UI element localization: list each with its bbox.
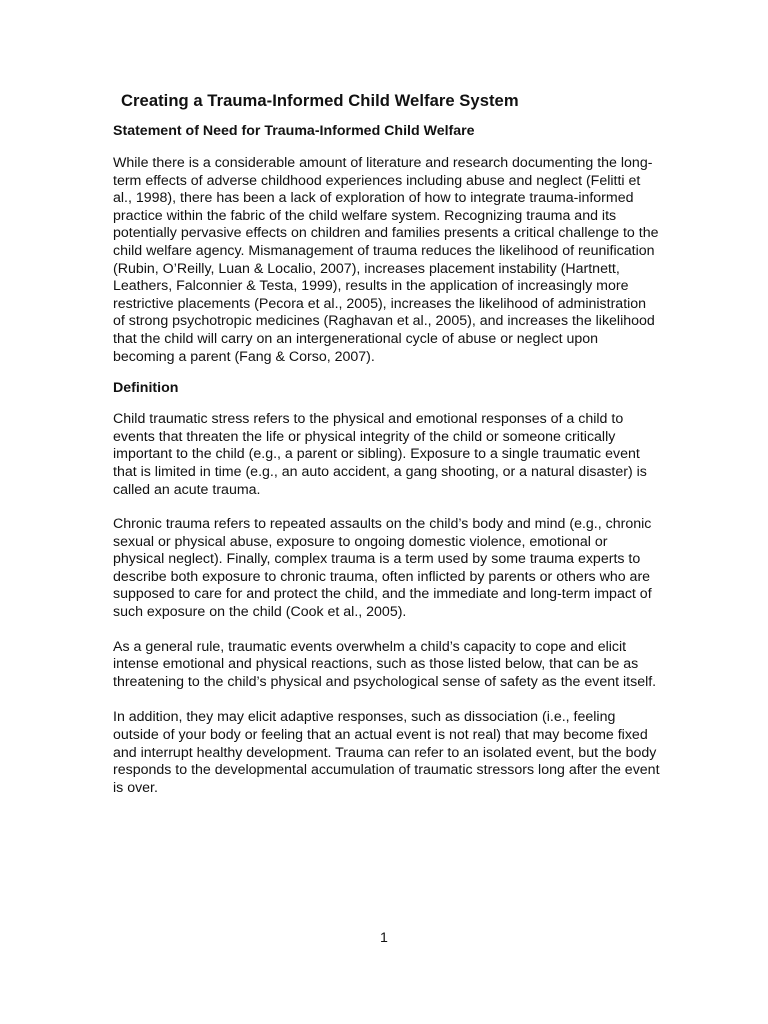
paragraph-child-traumatic-stress: Child traumatic stress refers to the physical and emotional responses of a child to events that threaten the life or physical integrity of the child or someone critically important to the child (e.g., a parent or sibling). Exposure to a single traumatic event that is limited in time (e.g., an auto accident, a gang shooting, or a natural disaster) is called an acute trauma. (113, 411, 647, 498)
document-title: Creating a Trauma-Informed Child Welfare System (121, 91, 519, 110)
paragraph-adaptive-responses: In addition, they may elicit adaptive responses, such as dissociation (i.e., feeling outside of your body or feeling that an actual event is not real) that may become fixed and interrupt healthy development. Trauma can refer to an isolated event, but the body responds to the developmental accumulation of traumatic stressors long after the event is over. (113, 709, 660, 796)
page-number: 1 (380, 930, 388, 946)
paragraph-statement-of-need: While there is a considerable amount of literature and research documenting the long-term effects of adverse childhood experiences including abuse and neglect (Felitti et al., 1998), there has been a lack of exploration of how to integrate trauma-informed practice within the fabric of the child welfare system. Recognizing trauma and its potentially pervasive effects on children and families presents a critical challenge to the child welfare agency. Mismanagement of trauma reduces the likelihood of reunification (Rubin, O’Reilly, Luan & Localio, 2007), increases placement instability (Hartnett, Leathers, Falconnier & Testa, 1999), results in the application of increasingly more restrictive placements (Pecora et al., 2005), increases the likelihood of administration of strong psychotropic medicines (Raghavan et al., 2005), and increases the likelihood that the child will carry on an intergenerational cycle of abuse or neglect upon becoming a parent (Fang & Corso, 2007). (113, 155, 659, 365)
document-body (113, 88, 661, 797)
section-heading-definition: Definition (113, 380, 179, 397)
paragraph-chronic-trauma: Chronic trauma refers to repeated assaults on the child’s body and mind (e.g., chronic sexual or physical abuse, exposure to ongoing domestic violence, emotional or physical neglect). Finally, complex trauma is a term used by some trauma experts to describe both exposure to chronic trauma, often inflicted by parents or others who are supposed to care for and protect the child, and the immediate and long-term impact of such exposure on the child (Cook et al., 2005). (113, 516, 652, 621)
section-heading-statement-of-need: Statement of Need for Trauma-Informed Child Welfare (113, 123, 475, 139)
paragraph-general-rule: As a general rule, traumatic events overwhelm a child’s capacity to cope and elicit intense emotional and physical reactions, such as those listed below, that can be as threatening to the child’s physical and psychological sense of safety as the event itself. (113, 638, 657, 690)
